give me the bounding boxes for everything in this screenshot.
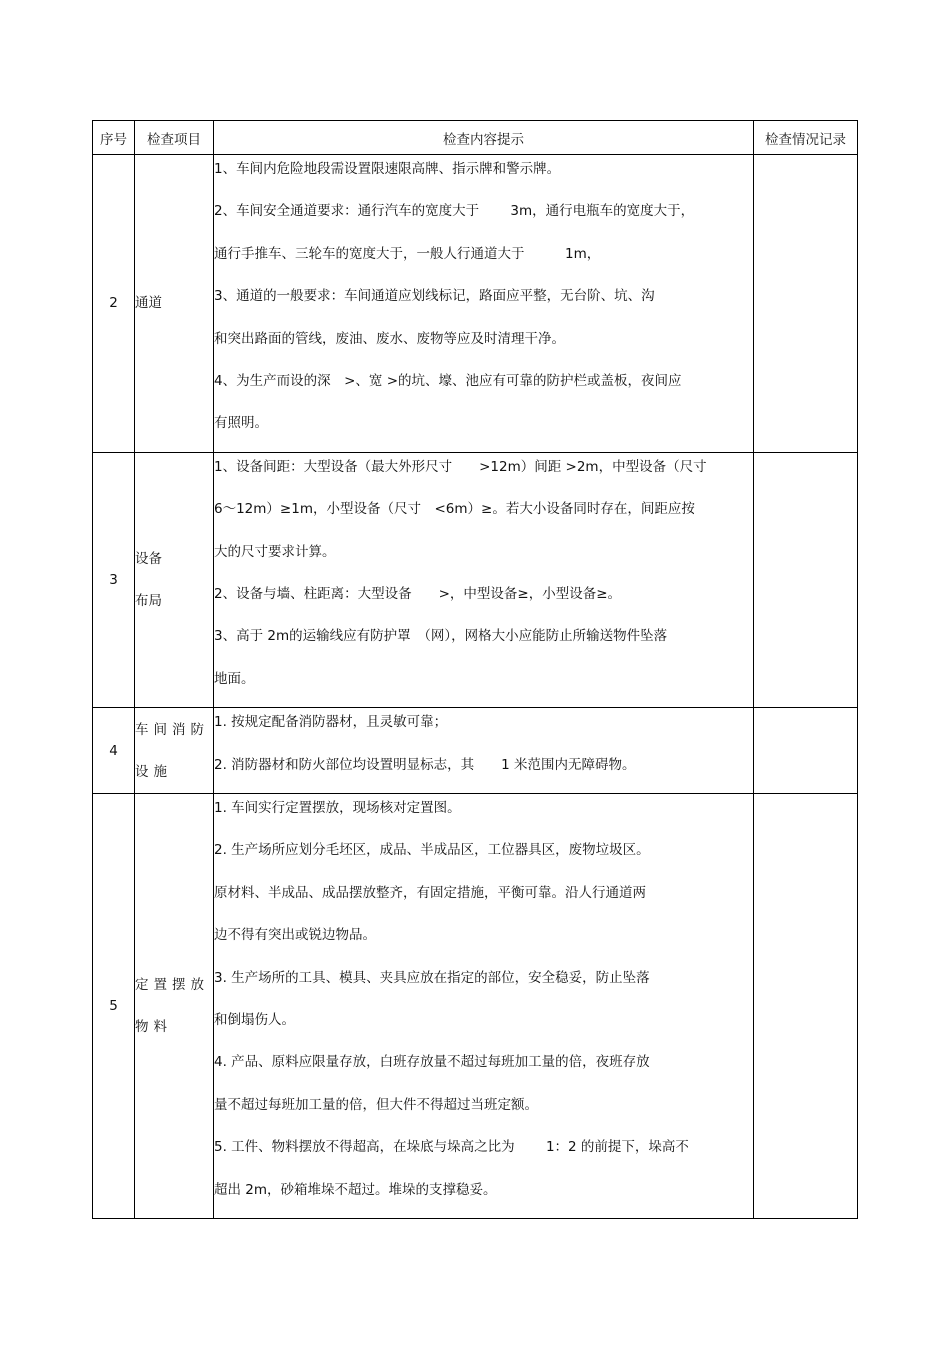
content-line: 大的尺寸要求计算。 (214, 543, 336, 560)
row-item (135, 794, 214, 1219)
content-line: 1、设备间距：大型设备（最大外形尺寸 >12m）间距 >2m，中型设备（尺寸 (214, 458, 707, 475)
content-line: 6～12m）≥1m，小型设备（尺寸 <6m）≥。若大小设备同时存在，间距应按 (214, 501, 695, 518)
table-row (93, 155, 858, 453)
row-content (214, 155, 754, 453)
table-row (93, 794, 858, 1219)
row-item (135, 155, 214, 453)
content-line: 1. 车间实行定置摆放，现场核对定置图。 (214, 800, 461, 817)
content-line: 2、设备与墙、柱距离：大型设备 >，中型设备≥，小型设备≥。 (214, 585, 622, 602)
item-line: 车间消防 (135, 721, 209, 738)
content-line: 4. 产品、原料应限量存放，白班存放量不超过每班加工量的倍，夜班存放 (214, 1054, 650, 1071)
header-record: 检查情况记录 (754, 121, 858, 155)
header-item: 检查项目 (135, 121, 214, 155)
inspection-table (92, 120, 858, 1219)
content-line: 1、车间内危险地段需设置限速限高牌、指示牌和警示牌。 (214, 161, 561, 177)
content-line: 2. 生产场所应划分毛坯区，成品、半成品区，工位器具区，废物垃圾区。 (214, 842, 650, 859)
row-item (135, 452, 214, 707)
content-line: 1. 按规定配备消防器材，且灵敏可靠； (214, 714, 448, 731)
content-line: 3. 生产场所的工具、模具、夹具应放在指定的部位，安全稳妥，防止坠落 (214, 969, 650, 986)
row-record[interactable] (754, 452, 858, 707)
row-number: 2 (93, 155, 135, 453)
content-line: 4、为生产而设的深 >、宽 >的坑、壕、池应有可靠的防护栏或盖板，夜间应 (214, 372, 682, 389)
content-line: 2、车间安全通道要求：通行汽车的宽度大于 3m，通行电瓶车的宽度大于， (214, 203, 695, 220)
content-line: 3、高于 2m的运输线应有防护罩 （网），网格大小应能防止所输送物件坠落 (214, 628, 668, 645)
row-content (214, 794, 754, 1219)
item-line: 物料 (135, 1019, 172, 1036)
item-line: 通道 (135, 295, 162, 312)
content-line: 3、通道的一般要求：车间通道应划线标记，路面应平整，无台阶、坑、沟 (214, 288, 655, 305)
content-line: 有照明。 (214, 415, 268, 432)
table-row (93, 708, 858, 794)
row-item (135, 708, 214, 794)
row-record[interactable] (754, 708, 858, 794)
content-line: 边不得有突出或锐边物品。 (214, 927, 376, 944)
item-line: 定置摆放 (135, 977, 209, 994)
item-line: 布局 (135, 592, 162, 609)
header-row (93, 121, 858, 155)
header-content: 检查内容提示 (214, 121, 754, 155)
header-no: 序号 (93, 121, 135, 155)
row-content (214, 452, 754, 707)
row-number: 3 (93, 452, 135, 707)
content-line: 原材料、半成品、成品摆放整齐，有固定措施，平衡可靠。沿人行通道两 (214, 884, 646, 901)
row-content (214, 708, 754, 794)
content-line: 超出 2m，砂箱堆垛不超过。堆垛的支撑稳妥。 (214, 1181, 497, 1198)
row-number: 5 (93, 794, 135, 1219)
content-line: 5. 工件、物料摆放不得超高，在垛底与垛高之比为 1：2 的前提下，垛高不 (214, 1139, 689, 1156)
table-row (93, 452, 858, 707)
row-number: 4 (93, 708, 135, 794)
content-line: 和倒塌伤人。 (214, 1012, 295, 1029)
content-line: 和突出路面的管线，废油、废水、废物等应及时清理干净。 (214, 330, 565, 347)
content-line: 地面。 (214, 670, 255, 687)
content-line: 通行手推车、三轮车的宽度大于，一般人行通道大于 1m， (214, 245, 601, 262)
item-line: 设备 (135, 550, 162, 567)
content-line: 量不超过每班加工量的倍，但大件不得超过当班定额。 (214, 1096, 538, 1113)
row-record[interactable] (754, 794, 858, 1219)
item-line: 设施 (135, 763, 172, 780)
content-line: 2. 消防器材和防火部位均设置明显标志，其 1 米范围内无障碍物。 (214, 756, 636, 773)
row-record[interactable] (754, 155, 858, 453)
